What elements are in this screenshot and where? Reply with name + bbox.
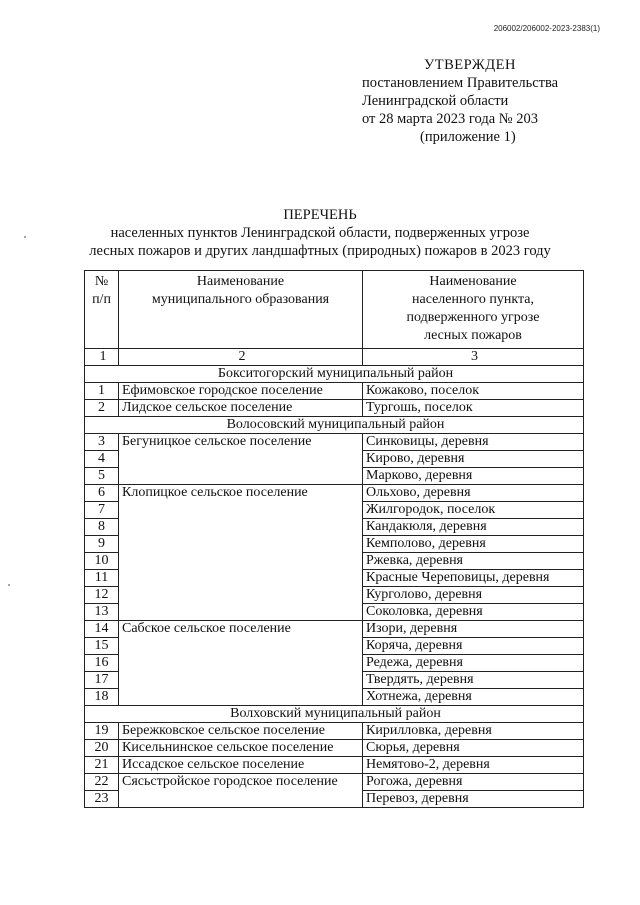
table-row (85, 604, 584, 621)
row-number: 12 (85, 587, 119, 604)
municipality-name (119, 553, 363, 570)
municipality-name: Бережковское сельское поселение (119, 723, 363, 740)
row-number: 4 (85, 451, 119, 468)
settlement-name: Рогожа, деревня (363, 774, 584, 791)
row-number: 18 (85, 689, 119, 706)
settlement-name: Редежа, деревня (363, 655, 584, 672)
column-index: 2 (119, 349, 363, 366)
document-subtitle-line: лесных пожаров и других ландшафтных (природных) пожаров в 2023 году (89, 243, 551, 259)
approval-line: Ленинградской области (362, 93, 509, 109)
table-row (85, 672, 584, 689)
row-number: 5 (85, 468, 119, 485)
table-row (85, 689, 584, 706)
row-number: 1 (85, 383, 119, 400)
municipality-name (119, 689, 363, 706)
settlement-name: Кирилловка, деревня (363, 723, 584, 740)
document-title: ПЕРЕЧЕНЬ (283, 207, 357, 223)
table-row (85, 570, 584, 587)
settlement-name: Марково, деревня (363, 468, 584, 485)
table-row (85, 553, 584, 570)
district-row (85, 417, 584, 434)
table-row (85, 451, 584, 468)
settlement-name: Кирово, деревня (363, 451, 584, 468)
table-row (85, 757, 584, 774)
table-row (85, 791, 584, 808)
district-name: Бокситогорский муниципальный район (85, 366, 584, 383)
table-row (85, 468, 584, 485)
row-number: 19 (85, 723, 119, 740)
municipality-name (119, 655, 363, 672)
municipality-name (119, 587, 363, 604)
municipality-name: Сясьстройское городское поселение (119, 774, 363, 791)
approval-stamp (362, 56, 582, 146)
settlement-name: Ольхово, деревня (363, 485, 584, 502)
municipality-name (119, 672, 363, 689)
header-number: № п/п (85, 271, 119, 349)
row-number: 22 (85, 774, 119, 791)
table-row (85, 400, 584, 417)
header-settlement: Наименование населенного пункта, подверженного угрозе лесных пожаров (363, 271, 584, 349)
settlement-name: Кандакюля, деревня (363, 519, 584, 536)
municipality-name (119, 468, 363, 485)
settlement-name: Твердять, деревня (363, 672, 584, 689)
municipality-name: Ефимовское городское поселение (119, 383, 363, 400)
municipality-name: Кисельнинское сельское поселение (119, 740, 363, 757)
settlement-name: Жилгородок, поселок (363, 502, 584, 519)
row-number: 16 (85, 655, 119, 672)
row-number: 7 (85, 502, 119, 519)
settlements-table (84, 270, 584, 808)
municipality-name: Лидское сельское поселение (119, 400, 363, 417)
municipality-name (119, 638, 363, 655)
document-heading (60, 206, 580, 260)
settlement-name: Коряча, деревня (363, 638, 584, 655)
row-number: 17 (85, 672, 119, 689)
document-registration-number: 206002/206002-2023-2383(1) (493, 24, 600, 33)
municipality-name (119, 519, 363, 536)
row-number: 6 (85, 485, 119, 502)
settlement-name: Кожаково, поселок (363, 383, 584, 400)
settlement-name: Ржевка, деревня (363, 553, 584, 570)
table-header-row (85, 271, 584, 349)
settlement-name: Сюрья, деревня (363, 740, 584, 757)
table-row (85, 723, 584, 740)
table-row (85, 587, 584, 604)
scan-speck (8, 584, 10, 586)
approval-line: постановлением Правительства (362, 75, 559, 91)
document-subtitle-line: населенных пунктов Ленинградской области, подверженных угрозе (110, 225, 530, 241)
municipality-name (119, 451, 363, 468)
row-number: 14 (85, 621, 119, 638)
table-row (85, 502, 584, 519)
header-municipality: Наименование муниципального образования (119, 271, 363, 349)
municipality-name (119, 570, 363, 587)
column-index: 1 (85, 349, 119, 366)
table-row (85, 485, 584, 502)
scan-speck (24, 236, 26, 238)
table-row (85, 774, 584, 791)
table-row (85, 655, 584, 672)
municipality-name (119, 604, 363, 621)
row-number: 21 (85, 757, 119, 774)
row-number: 23 (85, 791, 119, 808)
row-number: 2 (85, 400, 119, 417)
district-name: Волховский муниципальный район (85, 706, 584, 723)
district-name: Волосовский муниципальный район (85, 417, 584, 434)
approval-title: УТВЕРЖДЕН (424, 57, 516, 73)
row-number: 3 (85, 434, 119, 451)
settlement-name: Синковицы, деревня (363, 434, 584, 451)
table-row (85, 740, 584, 757)
municipality-name (119, 536, 363, 553)
district-row (85, 366, 584, 383)
table-row (85, 621, 584, 638)
approval-note: (приложение 1) (420, 129, 516, 145)
row-number: 11 (85, 570, 119, 587)
settlement-name: Тургошь, поселок (363, 400, 584, 417)
table-row (85, 638, 584, 655)
settlement-name: Немятово-2, деревня (363, 757, 584, 774)
row-number: 10 (85, 553, 119, 570)
approval-line: от 28 марта 2023 года № 203 (362, 111, 538, 127)
municipality-name: Сабское сельское поселение (119, 621, 363, 638)
municipality-name: Иссадское сельское поселение (119, 757, 363, 774)
municipality-name: Клопицкое сельское поселение (119, 485, 363, 502)
row-number: 15 (85, 638, 119, 655)
settlement-name: Перевоз, деревня (363, 791, 584, 808)
table-row (85, 434, 584, 451)
table-row (85, 383, 584, 400)
municipality-name (119, 502, 363, 519)
table-row (85, 536, 584, 553)
municipality-name: Бегуницкое сельское поселение (119, 434, 363, 451)
settlement-name: Соколовка, деревня (363, 604, 584, 621)
row-number: 9 (85, 536, 119, 553)
settlement-name: Хотнежа, деревня (363, 689, 584, 706)
column-index: 3 (363, 349, 584, 366)
table-row (85, 519, 584, 536)
settlement-name: Изори, деревня (363, 621, 584, 638)
district-row (85, 706, 584, 723)
row-number: 20 (85, 740, 119, 757)
settlement-name: Кемполово, деревня (363, 536, 584, 553)
column-index-row (85, 349, 584, 366)
row-number: 13 (85, 604, 119, 621)
row-number: 8 (85, 519, 119, 536)
settlement-name: Курголово, деревня (363, 587, 584, 604)
settlement-name: Красные Череповицы, деревня (363, 570, 584, 587)
municipality-name (119, 791, 363, 808)
